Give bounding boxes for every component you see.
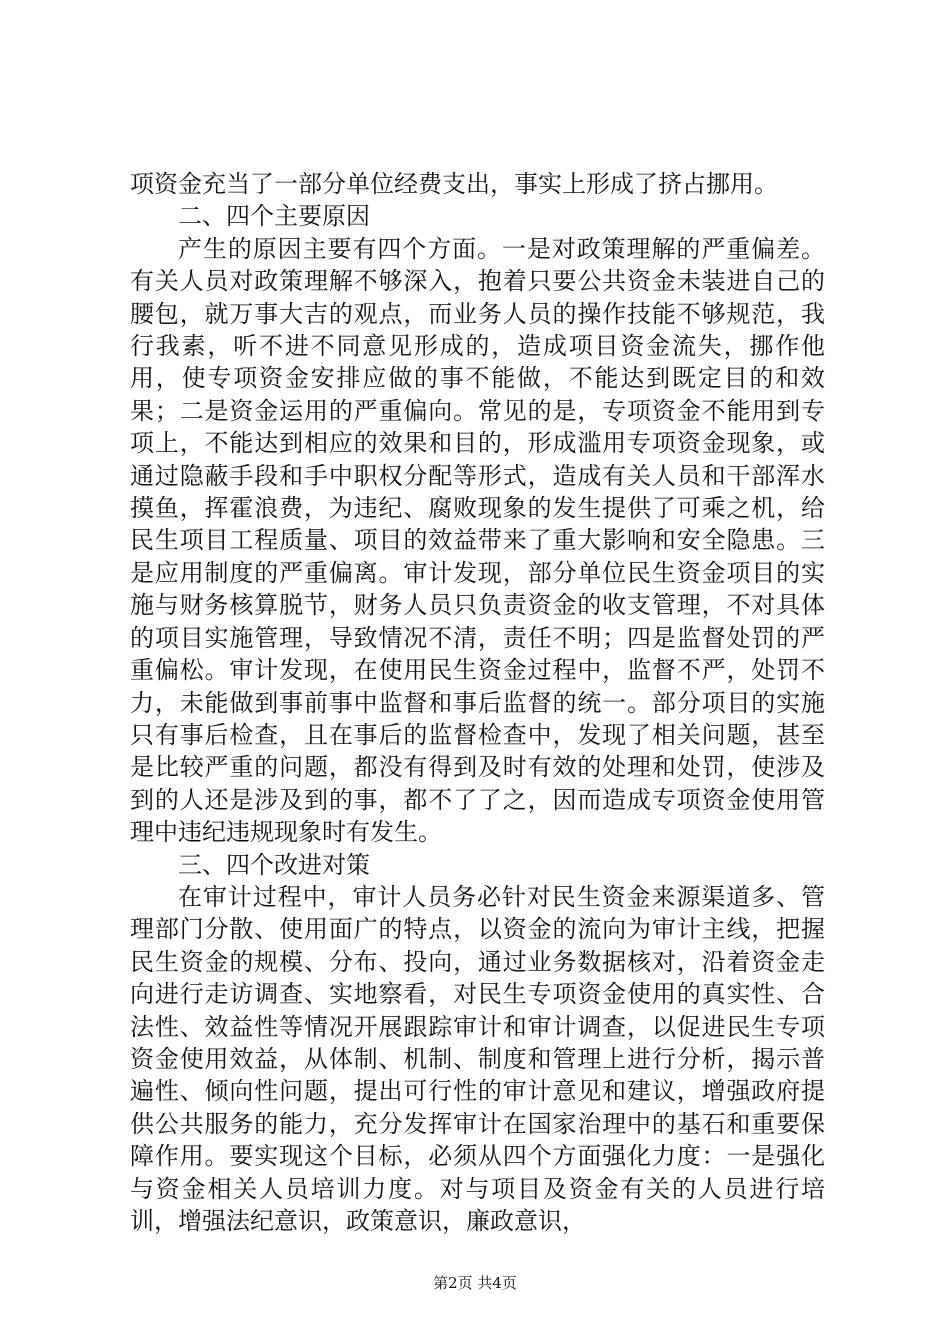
paragraph-causes: 产生的原因主要有四个方面。一是对政策理解的严重偏差。有关人员对政策理解不够深入，抱着只要公共资金未装进自己的腰包，就万事大吉的观点，而业务人员的操作技能不够规范，我行我素，听不进不同意见形成的，造成项目资金流失，挪作他用，使专项资金安排应做的事不能做，不能达到既定目的和效果；二是资金运用的严重偏向。常见的是，专项资金不能用到专项上，不能达到相应的效果和目的，形成滥用专项资金现象，或通过隐蔽手段和手中职权分配等形式，造成有关人员和干部浑水摸鱼，挥霍浪费，为违纪、腐败现象的发生提供了可乘之机，给民生项目工程质量、项目的效益带来了重大影响和安全隐患。三是应用制度的严重偏离。审计发现，部分单位民生资金项目的实施与财务核算脱节，财务人员只负责资金的收支管理，不对具体的项目实施管理，导致情况不清，责任不明；四是监督处罚的严重偏松。审计发现，在使用民生资金过程中，监督不严，处罚不力，未能做到事前事中监督和事后监督的统一。部分项目的实施只有事后检查，且在事后的监督检查中，发现了相关问题，甚至是比较严重的问题，都没有得到及时有效的处理和处罚，使涉及到的人还是涉及到的事，都不了了之，因而造成专项资金使用管理中违纪违规现象时有发生。: [130, 234, 825, 847]
paragraph-continuation: 项资金充当了一部分单位经费支出，事实上形成了挤占挪用。: [130, 170, 778, 198]
paragraph-measures: 在审计过程中，审计人员务必针对民生资金来源渠道多、管理部门分散、使用面广的特点，以资金的流向为审计主线，把握民生资金的规模、分布、投向，通过业务数据核对，沿着资金走向进行走访调查、实地察看，对民生专项资金使用的真实性、合法性、效益性等情况开展跟踪审计和审计调查，以促进民生专项资金使用效益，从体制、机制、制度和管理上进行分析，揭示普遍性、倾向性问题，提出可行性的审计意见和建议，增强政府提供公共服务的能力，充分发挥审计在国家治理中的基石和重要保障作用。要实现这个目标，必须从四个方面强化力度：一是强化与资金相关人员培训力度。对与项目及资金有关的人员进行培训，增强法纪意识，政策意识，廉政意识，: [130, 882, 825, 1235]
page-number-footer: 第2页 共4页: [433, 1274, 517, 1292]
section-heading-measures: 三、四个改进对策: [178, 850, 370, 879]
section-heading-causes: 二、四个主要原因: [178, 202, 370, 231]
document-body: [130, 168, 825, 1237]
